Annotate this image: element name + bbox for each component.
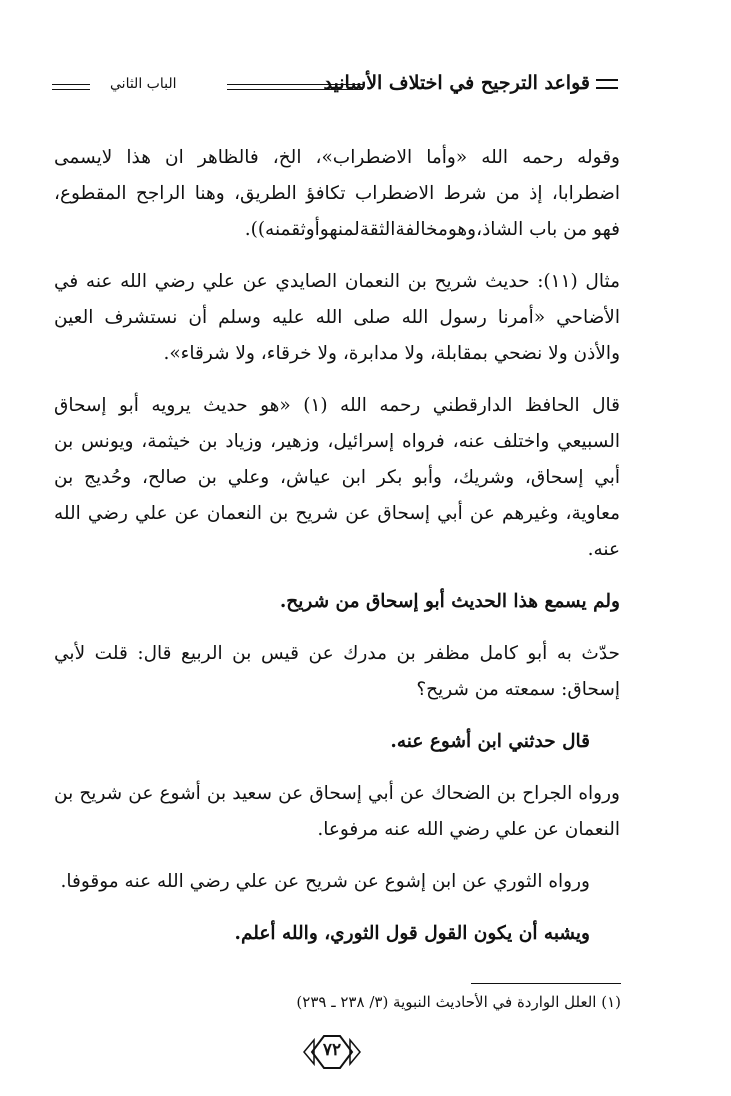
page-number — [300, 1032, 364, 1072]
paragraph-not-heard: ولم يسمع هذا الحديث أبو إسحاق من شريح. — [279, 591, 620, 612]
main-text — [54, 140, 620, 968]
paragraph-narration: حدّث به أبو كامل مظفر بن مدرك عن قيس بن الربيع قال: قلت لأبي إسحاق: سمعته من شريح؟ — [54, 643, 620, 700]
running-header — [52, 72, 618, 102]
footnote-rule — [471, 983, 621, 984]
paragraph-reply: قال حدثني ابن أشوع عنه. — [390, 731, 590, 752]
chapter-title: الباب الثاني — [110, 76, 177, 92]
paragraph-example: مثال (١١): حديث شريح بن النعمان الصايدي عن علي رضي الله عنه في الأضاحي «أمرنا رسول الله صلى الله عليه وسلم أن نستشرف العين والأذن ولا نضحي بمقابلة، ولا مدابرة، ولا خرقاء، ولا شرقاء». — [54, 271, 620, 364]
footnote: (١) العلل الواردة في الأحاديث النبوية (٣/ ٢٣٨ ـ ٢٣٩) — [296, 993, 621, 1011]
paragraph-jarrah: ورواه الجراح بن الضحاك عن أبي إسحاق عن سعيد بن أشوع عن شريح بن النعمان عن علي رضي الله عنه مرفوعا. — [54, 783, 620, 840]
paragraph-conclusion: ويشبه أن يكون القول قول الثوري، والله أعلم. — [234, 923, 590, 944]
book-title: قواعد الترجيح في اختلاف الأسانيد — [323, 72, 618, 94]
paragraph-daraqutni: قال الحافظ الدارقطني رحمه الله (١) «هو حديث يرويه أبو إسحاق السبيعي واختلف عنه، فرواه إسرائيل، وزهير، وزياد بن خيثمة، ويونس بن أبي إسحاق، وشريك، وأبو بكر ابن عياش، وعلي بن صالح، وحُديج بن معاوية، وغيرهم عن أبي إسحاق عن شريح بن النعمان عن علي رضي الله عنه. — [54, 395, 620, 560]
header-rule-left — [52, 84, 90, 90]
header-ornament — [596, 79, 618, 89]
paragraph-commentary: وقوله رحمه الله «وأما الاضطراب»، الخ، فالظاهر ان هذا لايسمى اضطرابا، إذ من شرط الاضطراب تكافؤ الطريق، وهنا الراجح المقطوع، فهو من باب الشاذ،وهومخالفةالثقةلمنهوأوثقمنه)). — [54, 147, 620, 240]
paragraph-thawri: ورواه الثوري عن ابن إشوع عن شريح عن علي رضي الله عنه موقوفا. — [60, 871, 590, 892]
page-number-value: ٧٢ — [322, 1040, 342, 1060]
header-rule — [227, 84, 363, 90]
